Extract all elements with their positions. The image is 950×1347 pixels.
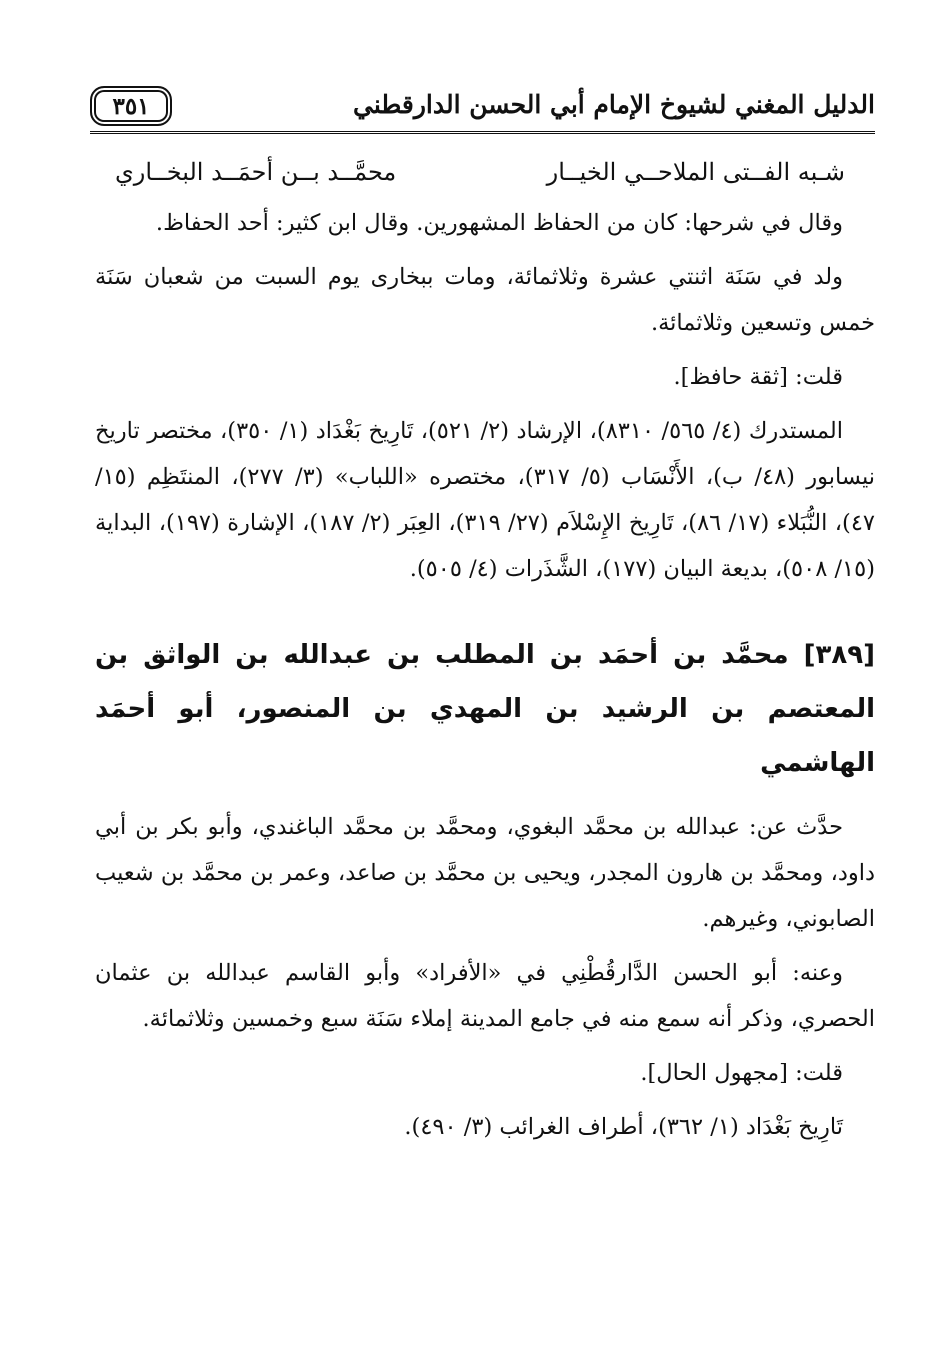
birth-death-paragraph: ولد في سَنَة اثنتي عشرة وثلاثمائة، ومات ببخارى يوم السبت من شعبان سَنَة خمس وتسعين وثلاثمائة.	[95, 264, 875, 336]
sources-paragraph-entry: تَارِيخ بَغْدَاد (١/ ٣٦٢)، أطراف الغرائب (٣/ ٤٩٠).	[404, 1114, 843, 1140]
commentary-paragraph: وقال في شرحها: كان من الحفاظ المشهورين. وقال ابن كثير: أحد الحفاظ.	[155, 210, 843, 236]
verse-hemistich-second: محمَّــد بــن أحمَــد البخــاري	[115, 158, 397, 186]
entry-heading: [٣٨٩] محمَّد بن أحمَد بن المطلب بن عبدالله بن الواثق بن المعتصم بن الرشيد بن المهدي بن المنصور، أبو أحمَد الهاشمي	[95, 640, 875, 778]
poem-verse	[95, 148, 875, 196]
verdict-paragraph-entry: قلت: [مجهول الحال].	[640, 1060, 843, 1086]
teachers-paragraph: حدَّث عن: عبدالله بن محمَّد البغوي، ومحمَّد بن محمَّد الباغندي، وأبو بكر بن أبي داود، ومحمَّد بن هارون المجدر، ويحيى بن محمَّد بن صاعد، وعمر بن محمَّد بن شعيب الصابوني، وغيرهم.	[95, 814, 875, 932]
header-rule	[90, 131, 875, 134]
running-title: الدليل المغني لشيوخ الإمام أبي الحسن الدارقطني	[353, 90, 875, 119]
verdict-paragraph: قلت: [ثقة حافظ].	[673, 364, 843, 390]
section-gap	[95, 600, 875, 628]
sources-paragraph: المستدرك (٤/ ٥٦٥/ ٨٣١٠)، الإرشاد (٢/ ٥٢١)، تَارِيخ بَغْدَاد (١/ ٣٥٠)، مختصر تاريخ نيسابور (٤٨/ ب)، الأَنْسَاب (٥/ ٣١٧)، مختصره «اللباب» (٣/ ٢٧٧)، المنتَظِم (١٥/ ٤٧)، النُّبَلاء (١٧/ ٨٦)، تَارِيخ الإِسْلاَم (٢٧/ ٣١٩)، العِبَر (٢/ ١٨٧)، الإشارة (١٩٧)، البداية (١٥/ ٥٠٨)، بديعة البيان (١٧٧)، الشَّذَرات (٤/ ٥٠٥).	[95, 418, 876, 582]
students-paragraph: وعنه: أبو الحسن الدَّارقُطْنِي في «الأفراد» وأبو القاسم عبدالله بن عثمان الحصري، وذكر أنه سمع منه في جامع المدينة إملاء سَنَة سبع وخمسين وثلاثمائة.	[95, 960, 875, 1032]
page-body	[95, 148, 875, 1158]
page-number: ٣٥١	[90, 86, 172, 126]
page-header	[90, 82, 875, 140]
verse-hemistich-first: شـبه الفــتى الملاحــي الخيــار	[546, 158, 845, 186]
